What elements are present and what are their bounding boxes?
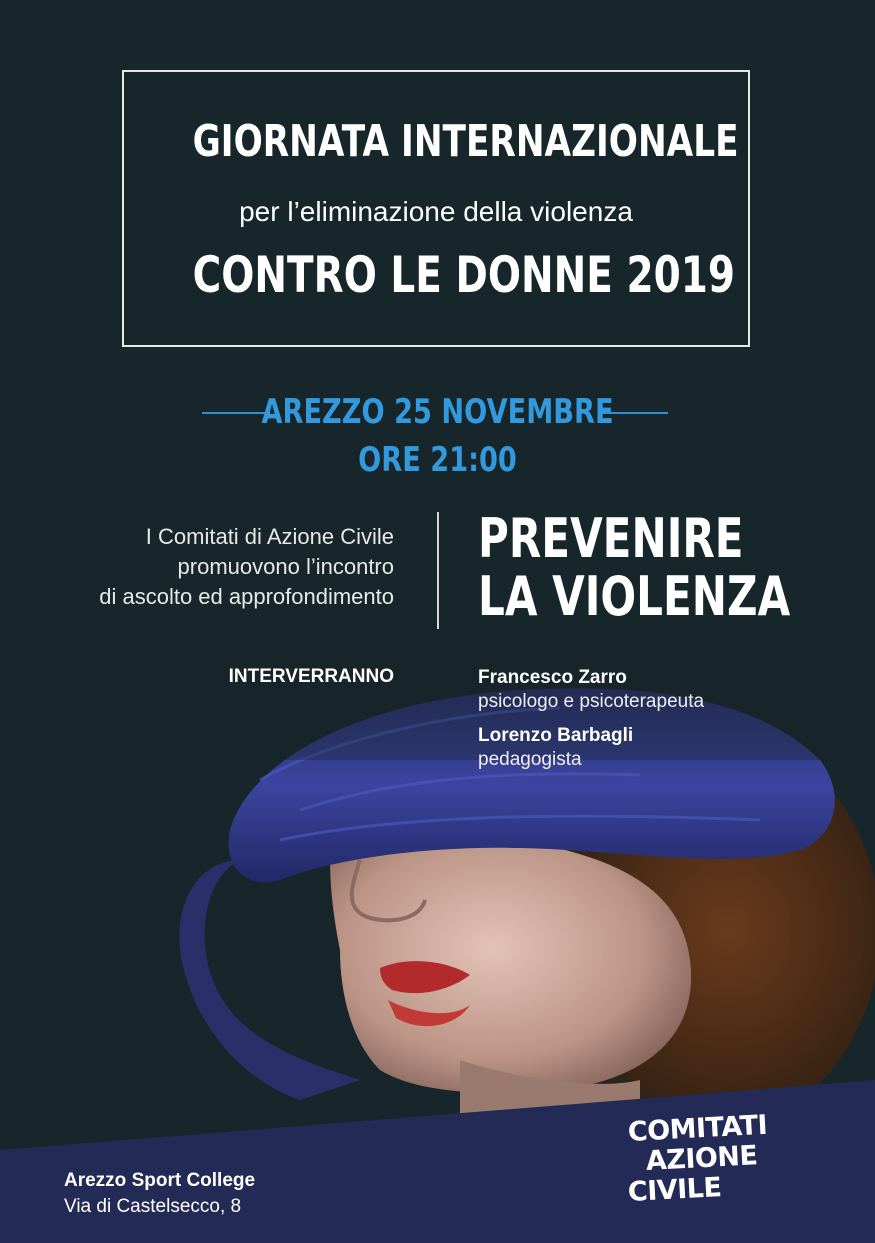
comitati-azione-civile-logo <box>627 1109 818 1208</box>
speaker-name: Lorenzo Barbagli <box>478 725 634 746</box>
intro-line: I Comitati di Azione Civile <box>145 524 394 549</box>
intro-line: promuovono l’incontro <box>177 554 394 579</box>
speaker-item <box>478 666 838 714</box>
speakers-label: INTERVERRANNO <box>228 666 394 687</box>
speaker-name: Francesco Zarro <box>478 667 627 688</box>
speaker-role: psicologo e psicoterapeuta <box>478 691 705 712</box>
headline <box>478 507 791 628</box>
title-heading: GIORNATA INTERNAZIONALE <box>192 116 739 167</box>
venue-address: Via di Castelsecco, 8 <box>64 1196 242 1217</box>
intro-line: di ascolto ed approfondimento <box>99 584 394 609</box>
logo-line: COMITATI <box>627 1109 768 1148</box>
title-heading-year: CONTRO LE DONNE 2019 <box>192 246 736 304</box>
venue-name: Arezzo Sport College <box>64 1170 256 1191</box>
venue <box>64 1168 255 1220</box>
logo-line: AZIONE <box>645 1140 759 1178</box>
title-subheading: per l’eliminazione della violenza <box>239 196 633 227</box>
vertical-divider <box>437 512 439 629</box>
headline-line: LA VIOLENZA <box>478 565 791 628</box>
title-box <box>122 70 750 347</box>
event-date: AREZZO 25 NOVEMBRE <box>261 392 614 432</box>
intro-text <box>20 522 394 612</box>
speaker-item <box>478 724 838 772</box>
logo-line: CIVILE <box>627 1172 723 1208</box>
event-time: ORE 21:00 <box>358 440 517 480</box>
speaker-role: pedagogista <box>478 749 582 770</box>
headline-line: PREVENIRE <box>478 507 744 570</box>
